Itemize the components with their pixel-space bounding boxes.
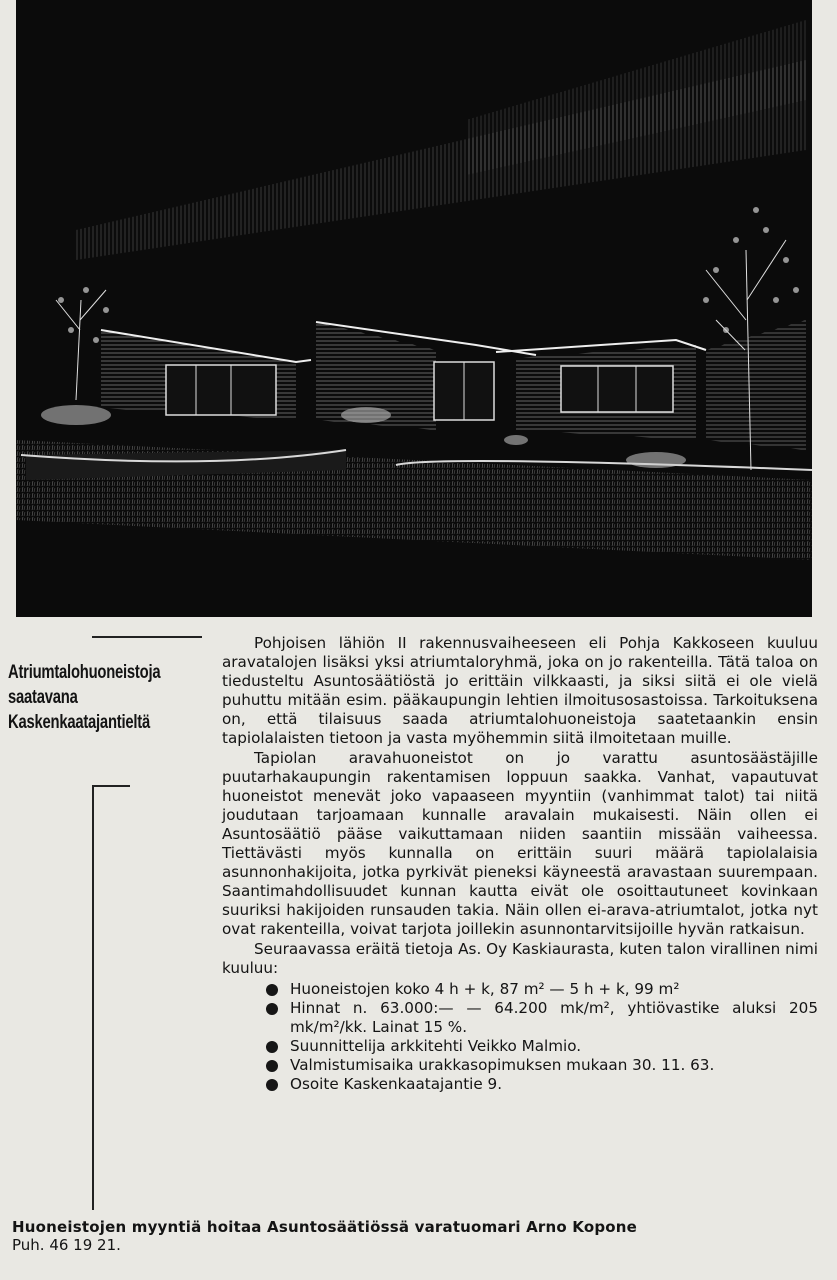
bullet-icon <box>266 1060 278 1072</box>
fact-item <box>262 980 818 999</box>
sales-contact-line: Huoneistojen myyntiä hoitaa Asuntosäätiössä varatuomari Arno Kopone <box>12 1218 638 1236</box>
heading-rule-top <box>92 636 202 638</box>
facts-list <box>222 980 818 1095</box>
fact-item <box>262 1037 818 1056</box>
fact-text: Osoite Kaskenkaatajantie 9. <box>290 1075 503 1094</box>
margin-rule-vertical <box>92 785 94 1210</box>
fact-item <box>262 999 818 1037</box>
heading-rule-bottom <box>92 785 130 787</box>
fact-text: Huoneistojen koko 4 h + k, 87 m² — 5 h + k, 99 m² <box>290 979 680 998</box>
paragraph: Tapiolan aravahuoneistot on jo varattu asuntosäästäjille puutarhakaupungin rakentamisen loppuun saakka. Vanhat, vapautuvat huoneistot menevät joko vapaaseen myyntiin (vanhimmat talot) tai niitä joudutaan tarjoamaan kunnalle aravalain mukaisesti. Näin ollen ei Asuntosäätiö pääse vaikuttamaan niiden saantiin missään vaiheessa. Tiettävästi myös kunnalla on erittäin suuri määrä tapiolalaisia asunnonhakijoita, jotka pyrkivät pieneksi käyneestä aravastaan suurempaan. Saantimahdollisuudet kunnan kautta eivät ole osoittautuneet kovinkaan suuriksi hakijoiden runsauden takia. Näin ollen ei-arava-atriumtalot, jotka nyt ovat rakenteilla, voivat tarjota joillekin asunnontarvitsijoille hyvän ratkaisun. <box>222 748 818 939</box>
article-body <box>222 634 818 1094</box>
fact-text: Suunnittelija arkkitehti Veikko Malmio. <box>290 1036 582 1055</box>
side-heading-line: Kaskenkaatajantieltä <box>8 712 150 733</box>
fact-item <box>262 1075 818 1094</box>
fact-text: Valmistumisaika urakkasopimuksen mukaan 30. 11. 63. <box>290 1056 715 1075</box>
paragraph: Seuraavassa eräitä tietoja As. Oy Kaskiaurasta, kuten talon virallinen nimi kuuluu: <box>222 939 818 977</box>
bullet-icon <box>266 1079 278 1091</box>
bullet-icon <box>266 1003 278 1015</box>
house-drawing <box>16 0 812 617</box>
bullet-icon <box>266 1041 278 1053</box>
house-illustration <box>16 0 812 617</box>
paragraph: Pohjoisen lähiön II rakennusvaiheeseen eli Pohja Kakkoseen kuuluu aravatalojen lisäksi yksi atriumtaloryhmä, joka on jo rakenteilla. Tätä taloa on tiedusteltu Asuntosäätiöstä jo erittäin vilkkaasti, ja siksi siitä ei ole vielä puhuttu mitään esim. pääkaupungin lehtien ilmoitusosastoissa. Tarkoituksena on, että tilaisuus saada atriumtalohuoneistoja saatetaankin ensin tapiolalaisten tietoon ja vasta myöhemmin siitä ilmoitetaan muille. <box>222 634 818 748</box>
side-heading-line: saatavana <box>8 687 78 708</box>
sales-contact <box>12 1218 832 1254</box>
side-heading <box>8 660 161 735</box>
side-heading-line: Atriumtalohuoneistoja <box>8 662 161 683</box>
phone-number: Puh. 46 19 21. <box>12 1236 121 1254</box>
bullet-icon <box>266 984 278 996</box>
fact-text: Hinnat n. 63.000:— — 64.200 mk/m², yhtiövastike aluksi 205 mk/m²/kk. Lainat 15 %. <box>290 998 818 1036</box>
fact-item <box>262 1056 818 1075</box>
